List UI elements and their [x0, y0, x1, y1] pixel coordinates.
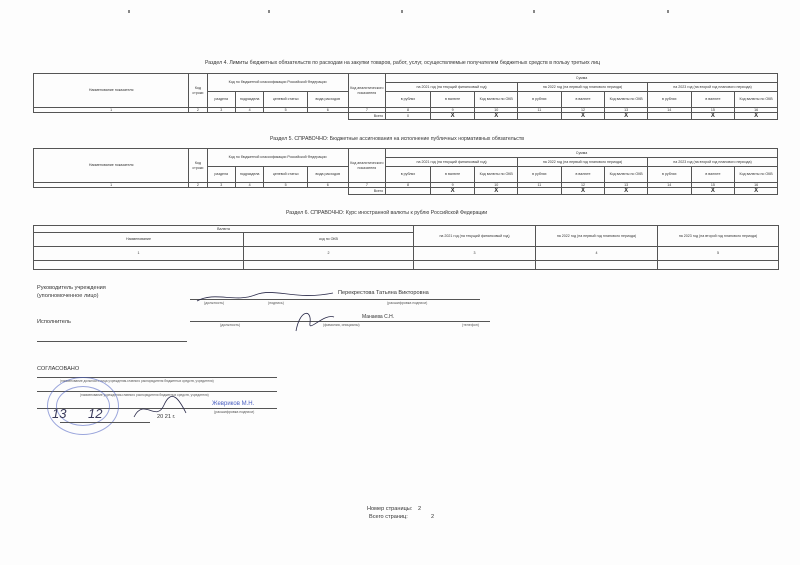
- currency-header: Валюта: [34, 226, 414, 233]
- col-number: 15: [691, 108, 735, 113]
- approval-signature-icon: [130, 395, 190, 425]
- sub-header: Код валюты по ОКВ: [605, 92, 648, 108]
- section4-table: [33, 73, 778, 120]
- period-header: на 2022 год (на первый год планового периода): [536, 226, 658, 247]
- total-pages-value: 2: [431, 514, 435, 520]
- col-number: 13: [605, 108, 648, 113]
- caption-position: (должность): [204, 301, 225, 305]
- sub-header: Код валюты по ОКВ: [475, 167, 518, 183]
- sub-header: в рублях: [647, 167, 691, 183]
- approval-caption-2: (наименование учреждения-главного распорядителя бюджетных средств, учредителя): [80, 393, 209, 397]
- total-cell: 0: [386, 113, 431, 120]
- col-number: 10: [475, 108, 518, 113]
- bk-col-header: целевой статьи: [264, 92, 308, 108]
- col-number: 14: [647, 108, 691, 113]
- bk-col-header: подраздела: [235, 92, 263, 108]
- caption-position2: (должность): [220, 323, 241, 327]
- sub-header: в валюте: [430, 167, 475, 183]
- scan-mark: [268, 10, 270, 13]
- col-number: 7: [348, 183, 386, 188]
- col-bk-header: Код по бюджетной классификации Российской Федерации: [207, 149, 348, 167]
- divider-line: [37, 341, 187, 342]
- total-cell: [386, 188, 431, 195]
- sub-header: в рублях: [386, 92, 431, 108]
- approval-caption-1: (наименование должности лица учреждения-главного распорядителя бюджетных средств, учредителя): [60, 379, 214, 383]
- bk-col-header: раздела: [207, 92, 235, 108]
- period-header: на 2022 год (на первый год планового периода): [518, 158, 648, 167]
- total-cell: Х: [691, 113, 735, 120]
- scan-mark: [401, 10, 403, 13]
- col-code-header: Код строки: [189, 149, 207, 183]
- empty-cell: [244, 261, 414, 270]
- section6-table: [33, 225, 779, 270]
- section4-title: Раздел 4. Лимиты бюджетных обязательств по расходам на закупки товаров, работ, услуг, осуществляемые получателем бюджетных средств в пользу третьих лиц: [205, 60, 600, 66]
- caption-signature: (подпись): [268, 301, 284, 305]
- col-number: 2: [189, 108, 207, 113]
- col-number: 2: [189, 183, 207, 188]
- sub-header: в валюте: [430, 92, 475, 108]
- sub-header: Код валюты по ОКВ: [735, 167, 778, 183]
- page-number-label: Номер страницы:: [367, 506, 413, 512]
- executor-signature-icon: [290, 305, 340, 335]
- col-sum-header: Сумма: [386, 74, 778, 83]
- approval-date-year: 20 21 г.: [157, 414, 176, 420]
- sub-header: в валюте: [691, 92, 735, 108]
- col-number: 13: [605, 183, 648, 188]
- total-cell: [647, 113, 691, 120]
- currency-name-header: Наименование: [34, 233, 244, 247]
- total-cell: Х: [605, 113, 648, 120]
- scan-mark: [533, 10, 535, 13]
- bk-col-header: вида расходов: [307, 92, 348, 108]
- col-code-header: Код строки: [189, 74, 207, 108]
- bk-col-header: раздела: [207, 167, 235, 183]
- total-pages-label: Всего страниц:: [369, 514, 408, 520]
- col-number: 4: [235, 108, 263, 113]
- col-analytic-header: Код аналитического показателя: [348, 149, 386, 183]
- head-name: Перекрестова Татьяна Викторовна: [338, 290, 429, 296]
- total-label: Всего: [348, 188, 386, 195]
- caption-decoding: (расшифровка подписи): [387, 301, 428, 305]
- bk-col-header: вида расходов: [307, 167, 348, 183]
- sub-header: Код валюты по ОКВ: [735, 92, 778, 108]
- approval-stamp-name: Жевриков М.Н.: [212, 401, 255, 407]
- col-number: 4: [536, 247, 658, 261]
- total-cell: Х: [691, 188, 735, 195]
- col-number: 9: [430, 183, 475, 188]
- col-name-header: Наименование показателя: [34, 149, 189, 183]
- col-number: 12: [561, 183, 605, 188]
- empty-cell: [34, 261, 244, 270]
- total-cell: [518, 113, 562, 120]
- approval-date-day: 13: [52, 406, 67, 421]
- empty-cell: [536, 261, 658, 270]
- sub-header: в рублях: [386, 167, 431, 183]
- col-number: 16: [735, 183, 778, 188]
- period-header: на 2021 год (на текущий финансовый год): [414, 226, 536, 247]
- col-number: 1: [34, 108, 189, 113]
- sub-header: в валюте: [561, 167, 605, 183]
- total-cell: Х: [561, 188, 605, 195]
- col-analytic-header: Код аналитического показателя: [348, 74, 386, 108]
- period-header: на 2021 год (на текущий финансовый год): [386, 83, 518, 92]
- sub-header: в валюте: [691, 167, 735, 183]
- period-header: на 2023 год (на второй год планового периода): [647, 83, 777, 92]
- col-number: 3: [414, 247, 536, 261]
- total-cell: Х: [430, 188, 475, 195]
- col-number: 3: [207, 108, 235, 113]
- empty-cell: [414, 261, 536, 270]
- head-label-2: (уполномоченное лицо): [37, 293, 99, 299]
- caption-phone: (телефон): [462, 323, 479, 327]
- col-number: 7: [348, 108, 386, 113]
- executor-signature-line: [190, 321, 490, 322]
- total-cell: Х: [475, 113, 518, 120]
- col-number: 5: [658, 247, 779, 261]
- scan-mark: [128, 10, 130, 13]
- total-cell: Х: [561, 113, 605, 120]
- total-cell: Х: [430, 113, 475, 120]
- caption-fio: (фамилия, инициалы): [323, 323, 360, 327]
- col-number: 16: [735, 108, 778, 113]
- bk-col-header: подраздела: [235, 167, 263, 183]
- total-cell: Х: [605, 188, 648, 195]
- col-number: 14: [647, 183, 691, 188]
- total-cell: [647, 188, 691, 195]
- period-header: на 2023 год (на второй год планового периода): [647, 158, 777, 167]
- col-number: 6: [307, 108, 348, 113]
- sub-header: в рублях: [518, 167, 562, 183]
- sub-header: Код валюты по ОКВ: [475, 92, 518, 108]
- col-number: 11: [518, 108, 562, 113]
- total-cell: Х: [735, 188, 778, 195]
- approval-date-month: 12: [88, 406, 103, 421]
- period-header: на 2023 год (на второй год планового периода): [658, 226, 779, 247]
- col-number: 8: [386, 183, 431, 188]
- approval-caption-decoding: (расшифровка подписи): [214, 410, 255, 414]
- head-label-1: Руководитель учреждения: [37, 285, 106, 291]
- col-number: 5: [264, 183, 308, 188]
- col-sum-header: Сумма: [386, 149, 778, 158]
- total-cell: Х: [735, 113, 778, 120]
- bk-col-header: целевой статьи: [264, 167, 308, 183]
- head-signature-icon: [195, 289, 335, 305]
- col-number: 1: [34, 247, 244, 261]
- col-number: 11: [518, 183, 562, 188]
- section5-title: Раздел 5. СПРАВОЧНО: Бюджетные ассигнования на исполнение публичных нормативных обязательств: [270, 136, 525, 142]
- total-label: Всего: [348, 113, 386, 120]
- col-bk-header: Код по бюджетной классификации Российской Федерации: [207, 74, 348, 92]
- col-number: 2: [244, 247, 414, 261]
- sub-header: Код валюты по ОКВ: [605, 167, 648, 183]
- period-header: на 2022 год (на первый год планового периода): [518, 83, 648, 92]
- date-line: [60, 422, 150, 423]
- section5-table: [33, 148, 778, 195]
- currency-okv-header: код по ОКВ: [244, 233, 414, 247]
- total-cell: [518, 188, 562, 195]
- total-cell: Х: [475, 188, 518, 195]
- empty-cell: [658, 261, 779, 270]
- col-number: 15: [691, 183, 735, 188]
- col-number: 1: [34, 183, 189, 188]
- col-name-header: Наименование показателя: [34, 74, 189, 108]
- col-number: 10: [475, 183, 518, 188]
- section6-title: Раздел 6. СПРАВОЧНО: Курс иностранной валюты к рублю Российской Федерации: [286, 210, 488, 216]
- executor-name: Манаева С.Н.: [362, 314, 395, 320]
- col-number: 9: [430, 108, 475, 113]
- approval-label: СОГЛАСОВАНО: [37, 366, 80, 372]
- period-header: на 2021 год (на текущий финансовый год): [386, 158, 518, 167]
- executor-label: Исполнитель: [37, 319, 71, 325]
- col-number: 8: [386, 108, 431, 113]
- col-number: 6: [307, 183, 348, 188]
- col-number: 3: [207, 183, 235, 188]
- col-number: 5: [264, 108, 308, 113]
- col-number: 12: [561, 108, 605, 113]
- sub-header: в рублях: [518, 92, 562, 108]
- page-number-value: 2: [418, 506, 422, 512]
- sub-header: в рублях: [647, 92, 691, 108]
- sub-header: в валюте: [561, 92, 605, 108]
- scan-mark: [667, 10, 669, 13]
- col-number: 4: [235, 183, 263, 188]
